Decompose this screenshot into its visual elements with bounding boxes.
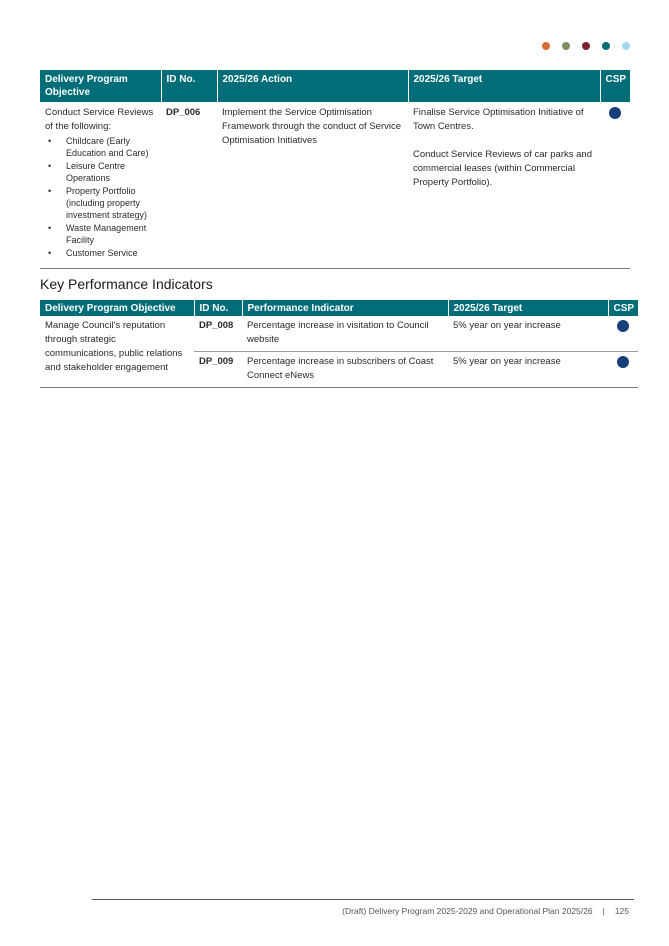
footer-divider	[92, 899, 634, 900]
header-objective: Delivery Program Objective	[40, 300, 194, 316]
page-footer	[342, 906, 629, 916]
teal-dot-icon	[602, 42, 610, 50]
action-table-header	[40, 70, 630, 102]
kpi-table	[40, 300, 638, 388]
header-target: 2025/26 Target	[408, 70, 600, 102]
list-item: • Childcare (Early Education and Care)	[45, 135, 156, 159]
footer-title: (Draft) Delivery Program 2025-2029 and Operational Plan 2025/26	[342, 906, 593, 916]
table-row	[40, 316, 638, 352]
indicator-cell: Percentage increase in subscribers of Coast Connect eNews	[242, 352, 448, 388]
csp-circle-icon	[609, 107, 621, 119]
header-indicator: Performance Indicator	[242, 300, 448, 316]
target-text-2: Conduct Service Reviews of car parks and commercial leases (within Commercial Property Portfolio).	[413, 149, 592, 188]
objective-cell: Manage Council's reputation through strategic communications, public relations and stakeholder engagement	[45, 320, 183, 373]
action-table	[40, 70, 630, 269]
indicator-cell: Percentage increase in visitation to Council website	[247, 320, 429, 345]
list-item: • Property Portfolio (including property investment strategy)	[45, 185, 156, 221]
action-cell: Implement the Service Optimisation Framework through the conduct of Service Optimisation Initiatives	[222, 107, 402, 146]
target-cell	[408, 102, 600, 269]
kpi-table-header	[40, 300, 638, 316]
header-action: 2025/26 Action	[217, 70, 408, 102]
decorative-dots	[542, 42, 630, 50]
id-cell: DP_009	[194, 352, 242, 388]
target-cell: 5% year on year increase	[453, 320, 561, 331]
olive-dot-icon	[562, 42, 570, 50]
table-row	[40, 102, 630, 269]
id-cell: DP_008	[199, 320, 234, 331]
list-item: • Leisure Centre Operations	[45, 160, 156, 184]
list-item: • Waste Management Facility	[45, 222, 156, 246]
footer-separator: |	[602, 906, 605, 916]
header-id: ID No.	[194, 300, 242, 316]
target-text-1: Finalise Service Optimisation Initiative of Town Centres.	[413, 107, 584, 132]
header-objective: Delivery Program Objective	[40, 70, 161, 102]
id-cell: DP_006	[166, 107, 201, 118]
objective-bullet-list	[45, 135, 156, 259]
list-item: • Customer Service	[45, 247, 156, 259]
target-cell: 5% year on year increase	[448, 352, 608, 388]
orange-dot-icon	[542, 42, 550, 50]
header-csp: CSP	[608, 300, 638, 316]
csp-cell	[608, 352, 638, 388]
header-target: 2025/26 Target	[448, 300, 608, 316]
maroon-dot-icon	[582, 42, 590, 50]
csp-circle-icon	[617, 320, 629, 332]
csp-cell	[600, 102, 630, 269]
light-blue-dot-icon	[622, 42, 630, 50]
header-id: ID No.	[161, 70, 217, 102]
page-number: 125	[614, 906, 629, 916]
header-csp: CSP	[600, 70, 630, 102]
csp-circle-icon	[617, 356, 629, 368]
csp-cell	[608, 316, 638, 352]
objective-intro: Conduct Service Reviews of the following:	[45, 107, 154, 132]
kpi-section-title: Key Performance Indicators	[40, 276, 213, 292]
objective-cell	[40, 102, 161, 269]
